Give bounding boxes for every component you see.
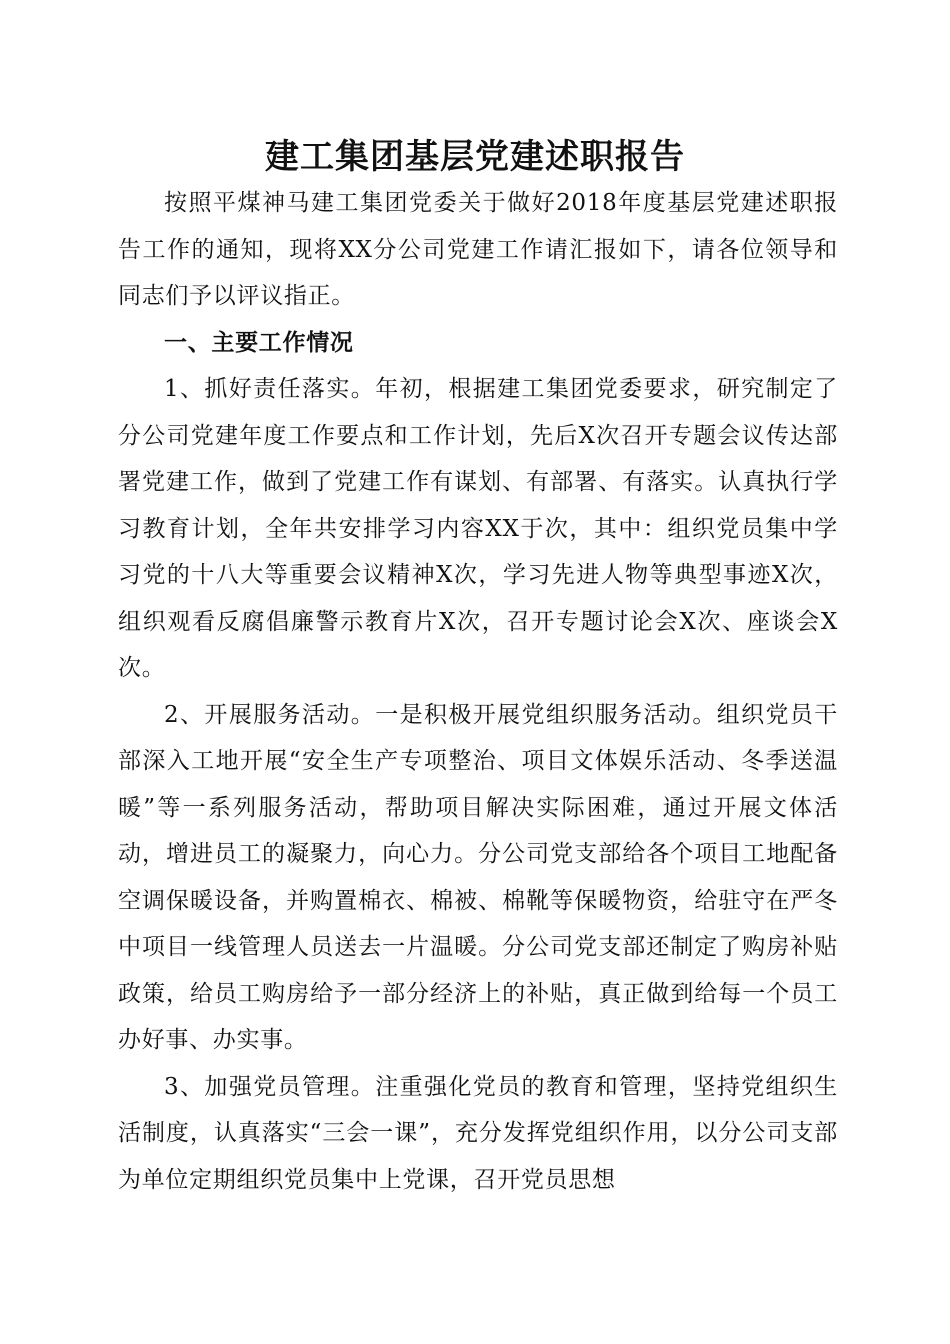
paragraph-member-management: 3、加强党员管理。注重强化党员的教育和管理，坚持党组织生活制度，认真落实“三会一课”，充分发挥党组织作用，以分公司支部为单位定期组织党员集中上党课，召开党员思想	[118, 1073, 838, 1193]
paragraph-responsibility: 1、抓好责任落实。年初，根据建工集团党委要求，研究制定了分公司党建年度工作要点和工作计划，先后X次召开专题会议传达部署党建工作，做到了党建工作有谋划、有部署、有落实。认真执行学习教育计划，全年共安排学习内容XX于次，其中：组织党员集中学习党的十八大等重要会议精神X次，学习先进人物等典型事迹X次，组织观看反腐倡廉警示教育片X次，召开专题讨论会X次、座谈会X次。	[118, 376, 838, 681]
section-heading-main-work: 一、主要工作情况	[164, 329, 354, 356]
intro-paragraph: 按照平煤神马建工集团党委关于做好2018年度基层党建述职报告工作的通知，现将XX分公司党建工作请汇报如下，请各位领导和同志们予以评议指正。	[118, 190, 838, 309]
paragraph-service-activities: 2、开展服务活动。一是积极开展党组织服务活动。组织党员干部深入工地开展“安全生产专项整治、项目文体娱乐活动、冬季送温暖”等一系列服务活动，帮助项目解决实际困难，通过开展文体活动，增进员工的凝聚力，向心力。分公司党支部给各个项目工地配备空调保暖设备，并购置棉衣、棉被、棉靴等保暖物资，给驻守在严冬中项目一线管理人员送去一片温暖。分公司党支部还制定了购房补贴政策，给员工购房给予一部分经济上的补贴，真正做到给每一个员工办好事、办实事。	[118, 701, 838, 1053]
document-body	[118, 180, 838, 1203]
document-title: 建工集团基层党建述职报告	[265, 137, 685, 177]
